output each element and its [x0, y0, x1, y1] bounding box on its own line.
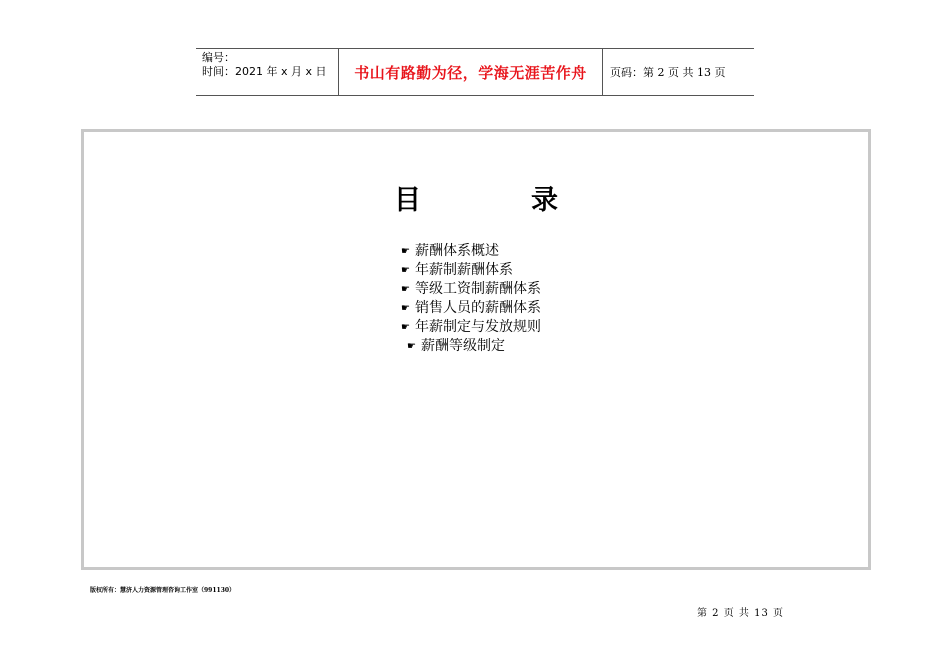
toc-item[interactable]: ☛ 薪酬等级制定: [407, 338, 505, 354]
pointing-hand-icon: ☛: [401, 284, 410, 295]
copyright-text: 版权所有：慧济人力资源管理咨询工作室（991130）: [90, 587, 236, 594]
toc-list: [401, 242, 541, 356]
pointing-hand-icon: ☛: [407, 341, 416, 352]
toc-item[interactable]: ☛ 销售人员的薪酬体系: [401, 300, 541, 316]
slide-frame: [81, 129, 871, 570]
toc-item[interactable]: ☛ 等级工资制薪酬体系: [401, 281, 541, 297]
time-label: 时间：2021 年 x 月 x 日: [202, 65, 327, 78]
header-meta: [196, 49, 338, 95]
toc-item[interactable]: ☛ 年薪制定与发放规则: [401, 319, 541, 335]
pointing-hand-icon: ☛: [401, 303, 410, 314]
header-motto: 书山有路勤为径，学海无涯苦作舟: [338, 49, 603, 95]
toc-item[interactable]: ☛ 年薪制薪酬体系: [401, 262, 513, 278]
page-number: 第 2 页 共 13 页: [697, 608, 784, 619]
pointing-hand-icon: ☛: [401, 322, 410, 333]
toc-title: [84, 178, 868, 217]
pointing-hand-icon: ☛: [401, 265, 410, 276]
document-header: [196, 48, 754, 96]
toc-title-left: 目: [394, 185, 421, 216]
pointing-hand-icon: ☛: [401, 246, 410, 257]
number-label: 编号：: [202, 51, 235, 64]
header-page-label: 页码：第 2 页 共 13 页: [610, 66, 726, 79]
toc-item[interactable]: ☛ 薪酬体系概述: [401, 243, 499, 259]
toc-title-right: 录: [531, 185, 558, 216]
